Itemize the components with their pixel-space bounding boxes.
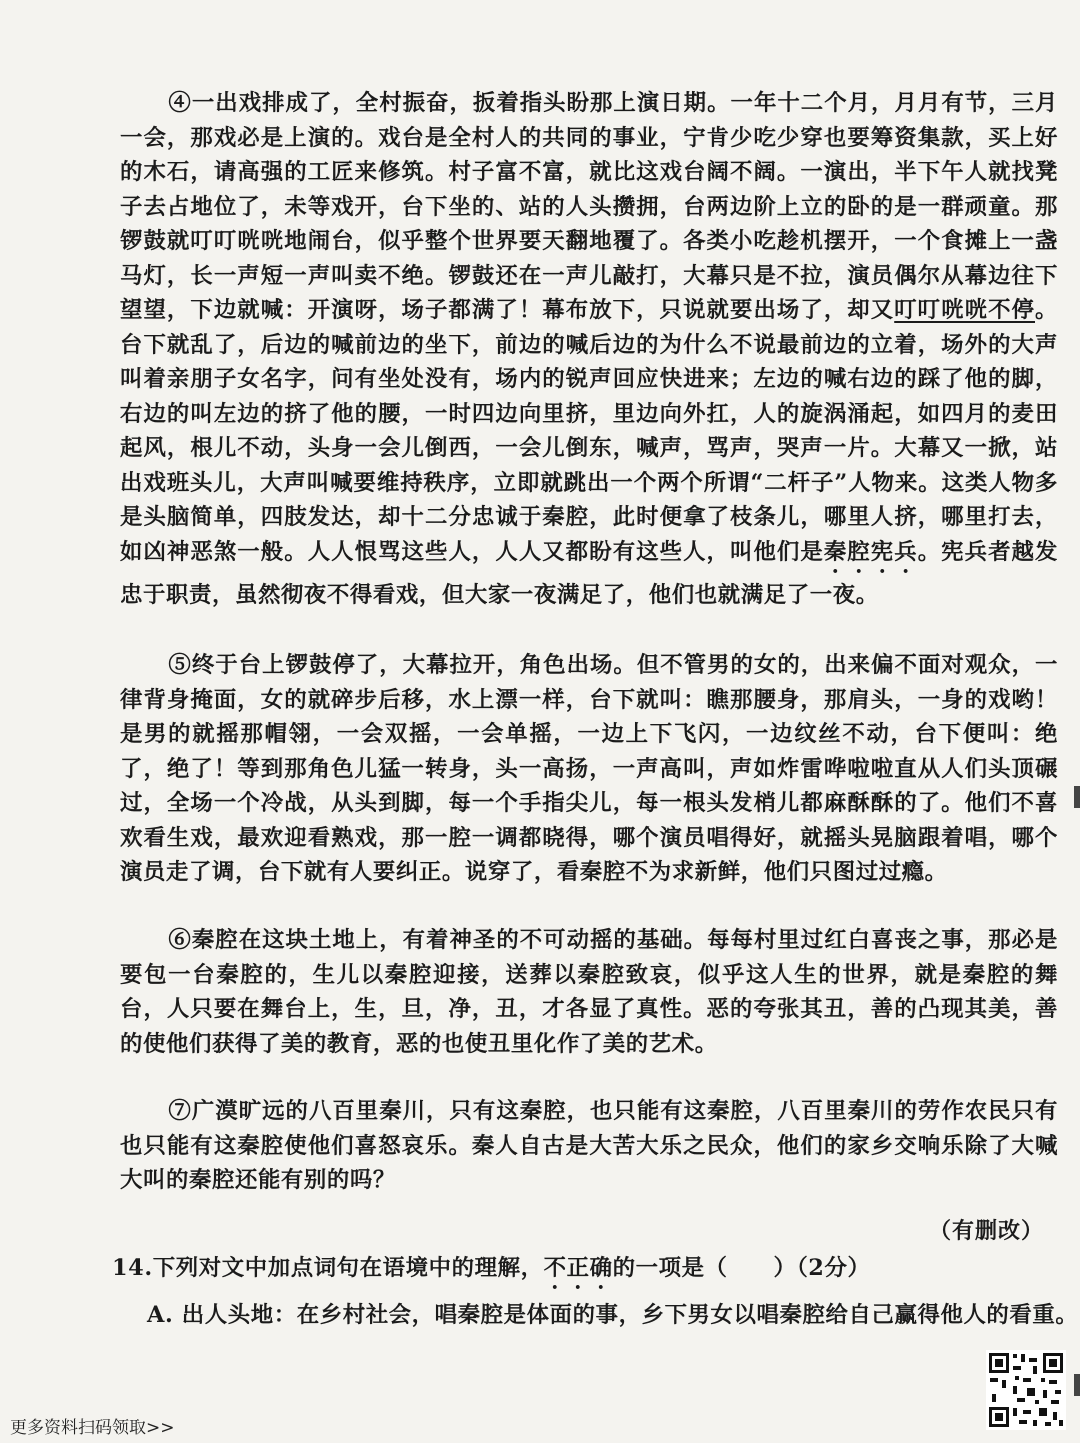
qr-code-icon[interactable]	[986, 1350, 1066, 1430]
paragraph-7	[120, 1094, 1058, 1198]
option-a: A. 出人头地：在乡村社会，唱秦腔是体面的事，乡下男女以唱秦腔给自己赢得他人的看重。	[147, 1302, 1079, 1328]
scan-edge-mark	[1074, 786, 1080, 808]
footer-link[interactable]: 更多资料扫码领取>>	[10, 1418, 175, 1438]
paragraph-6-text: ⑥秦腔在这块土地上，有着神圣的不可动摇的基础。每每村里过红白喜丧之事，那必是要包一台秦腔的，生儿以秦腔迎接，送葬以秦腔致哀，似乎这人生的世界，就是秦腔的舞台，人只要在舞台上，生，旦，净，丑，才各显了真性。恶的夸张其丑，善的凸现其美，善的使他们获得了美的教育，恶的也使丑里化作了美的艺术。	[120, 927, 1058, 1057]
underlined-phrase: 叮叮咣咣不停	[894, 297, 1035, 323]
paragraph-4-text-b: 。台下就乱了，后边的喊前边的坐下，前边的喊后边的为什么不说最前边的立着，场外的大声叫着亲朋子女名字，问有坐处没有，场内的锐声回应快进来；左边的喊右边的踩了他的脚，右边的叫左边的挤了他的腰，一时四边向里挤，里边向外扛，人的旋涡涌起，如四月的麦田起风，根儿不动，头身一会儿倒西，一会儿倒东，喊声，骂声，哭声一片。大幕又一掀，站出戏班头儿，大声叫喊要维持秩序，立即就跳出一个两个所谓“二杆子”人物来。这类人物多是头脑简单，四肢发达，却十二分忠诚于秦腔，此时便拿了枝条儿，哪里人挤，哪里打去，如凶神恶煞一般。人人恨骂这些人，人人又都盼有这些人，叫他们是	[120, 297, 1058, 565]
question-dotted-word: 不正确	[543, 1255, 613, 1281]
question-14	[112, 1250, 870, 1294]
dotted-phrase: 秦腔宪兵	[823, 538, 918, 565]
paragraph-6	[120, 923, 1058, 1061]
question-text-b: 的一项是（ ）（2分）	[612, 1255, 871, 1281]
paragraph-4-text-a: ④一出戏排成了，全村振奋，扳着指头盼那上演日期。一年十二个月，月月有节，三月一会，那戏必是上演的。戏台是全村人的共同的事业，宁肯少吃少穿也要筹资集款，买上好的木石，请高强的工匠来修筑。村子富不富，就比这戏台阔不阔。一演出，半下午人就找凳子去占地位了，未等戏开，台下坐的、站的人头攒拥，台两边阶上立的卧的是一群顽童。那锣鼓就叮叮咣咣地闹台，似乎整个世界要天翻地覆了。各类小吃趁机摆开，一个食摊上一盏马灯，长一声短一声叫卖不绝。锣鼓还在一声儿敲打，大幕只是不拉，演员偶尔从幕边往下望望，下边就喊：开演呀，场子都满了！幕布放下，只说就要出场了，却又	[120, 90, 1058, 323]
scan-edge-mark	[1074, 1374, 1080, 1396]
paragraph-7-text: ⑦广漠旷远的八百里秦川，只有这秦腔，也只能有这秦腔，八百里秦川的劳作农民只有也只能有这秦腔使他们喜怒哀乐。秦人自古是大苦大乐之民众，他们的家乡交响乐除了大喊大叫的秦腔还能有别的吗？	[120, 1098, 1058, 1193]
source-note: （有删改）	[928, 1218, 1044, 1244]
question-text-a: 14.下列对文中加点词句在语境中的理解，	[112, 1255, 544, 1281]
paragraph-5	[120, 648, 1058, 890]
paragraph-4	[120, 86, 1058, 612]
paragraph-4-text-c: 。宪兵者越发忠于职责，虽然彻夜不得看戏，但大家一夜满足了，他们也就满足了一夜。	[120, 538, 1059, 608]
paragraph-5-text: ⑤终于台上锣鼓停了，大幕拉开，角色出场。但不管男的女的，出来偏不面对观众，一律背身掩面，女的就碎步后移，水上漂一样，台下就叫：瞧那腰身，那肩头，一身的戏哟！是男的就摇那帽翎，一会双摇，一会单摇，一边上下飞闪，一边纹丝不动，台下便叫：绝了，绝了！等到那角色儿猛一转身，头一高扬，一声高叫，声如炸雷哗啦啦直从人们头顶碾过，全场一个冷战，从头到脚，每一个手指尖儿，每一根头发梢儿都麻酥酥的了。他们不喜欢看生戏，最欢迎看熟戏，那一腔一调都晓得，哪个演员唱得好，就摇头晃脑跟着唱，哪个演员走了调，台下就有人要纠正。说穿了，看秦腔不为求新鲜，他们只图过过瘾。	[120, 652, 1058, 885]
